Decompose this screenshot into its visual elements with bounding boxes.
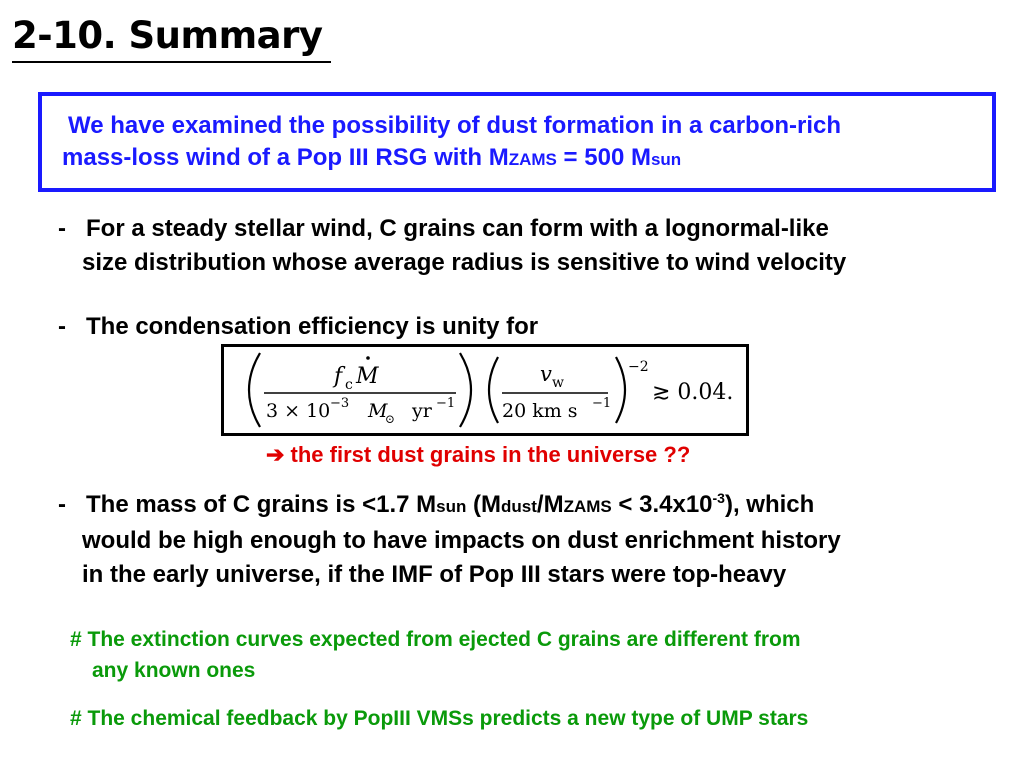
msun-subscript: ⊙ (385, 412, 396, 426)
intro-line-2-b: = 500 M (556, 144, 651, 171)
intro-line-2 (62, 144, 681, 171)
bullet-line: For a steady stellar wind, C grains can form with a lognormal-like (86, 215, 829, 242)
note-extinction-curves (70, 624, 801, 686)
intro-zams-subscript: ZAMS (508, 150, 557, 169)
bullet-line: size distribution whose average radius is sensitive to wind velocity (82, 249, 847, 276)
fc-symbol: f (334, 364, 343, 389)
left-paren-1 (249, 353, 260, 427)
note-chemical-feedback (70, 703, 808, 734)
left-paren-2 (489, 357, 498, 423)
mdot-symbol: M (356, 364, 379, 389)
intro-sun-subscript: sun (650, 150, 682, 169)
bullet-c-grain-mass (58, 488, 841, 592)
bullet-line: The condensation efficiency is unity for (86, 313, 539, 340)
bullet-dash: - (58, 491, 66, 518)
yr-unit: yr (412, 400, 432, 422)
relation-value: ≳ 0.04. (652, 380, 734, 405)
mass-text-c: /M (536, 491, 564, 518)
power-exponent: −2 (628, 359, 649, 375)
denominator-1-exponent: −3 (330, 396, 350, 411)
mdot-dot (366, 356, 370, 360)
mass-zams-subscript: ZAMS (563, 497, 612, 516)
intro-line-2-a: mass-loss wind of a Pop III RSG with M (62, 144, 509, 171)
note-line: # The chemical feedback by PopIII VMSs predicts a new type of UMP stars (70, 707, 809, 730)
bullet-dash: - (58, 215, 66, 242)
note-line: any known ones (92, 659, 256, 682)
bullet-line: would be high enough to have impacts on dust enrichment history (82, 527, 841, 554)
first-dust-grains-note: ➔ the first dust grains in the universe ?? (266, 442, 691, 467)
condensation-formula (224, 347, 746, 433)
title-underline (12, 61, 331, 63)
mass-text-a: The mass of C grains is <1.7 M (86, 491, 437, 518)
vw-subscript: w (552, 375, 564, 391)
denominator-1: 3 × 10 (266, 400, 331, 422)
vw-symbol: v (540, 362, 552, 386)
msun-symbol: M (368, 400, 388, 422)
bullet-steady-wind (58, 212, 846, 280)
formula-box (221, 344, 749, 436)
denominator-2-exponent: −1 (592, 396, 612, 411)
mass-dust-subscript: dust (501, 497, 537, 516)
note-line: # The extinction curves expected from ejected C grains are different from (70, 628, 801, 651)
bullet-condensation (58, 310, 538, 344)
right-paren-2 (616, 357, 625, 423)
mass-text-e: ), which (724, 491, 815, 518)
bullet-dash: - (58, 313, 66, 340)
intro-box (38, 92, 996, 192)
intro-line-1: We have examined the possibility of dust formation in a carbon-rich (68, 112, 842, 139)
mass-sun-subscript: sun (436, 497, 467, 516)
intro-text (62, 110, 841, 176)
mass-text-b: (M (466, 491, 502, 518)
yr-exponent: −1 (436, 396, 456, 411)
bullet-line: in the early universe, if the IMF of Pop III stars were top-heavy (82, 561, 787, 588)
right-paren-1 (460, 353, 471, 427)
mass-text-d: < 3.4x10 (611, 491, 713, 518)
slide-title: 2-10. Summary (12, 14, 323, 57)
denominator-2: 20 km s (502, 400, 578, 422)
fc-subscript: c (345, 377, 353, 393)
mass-exponent: -3 (712, 490, 725, 506)
